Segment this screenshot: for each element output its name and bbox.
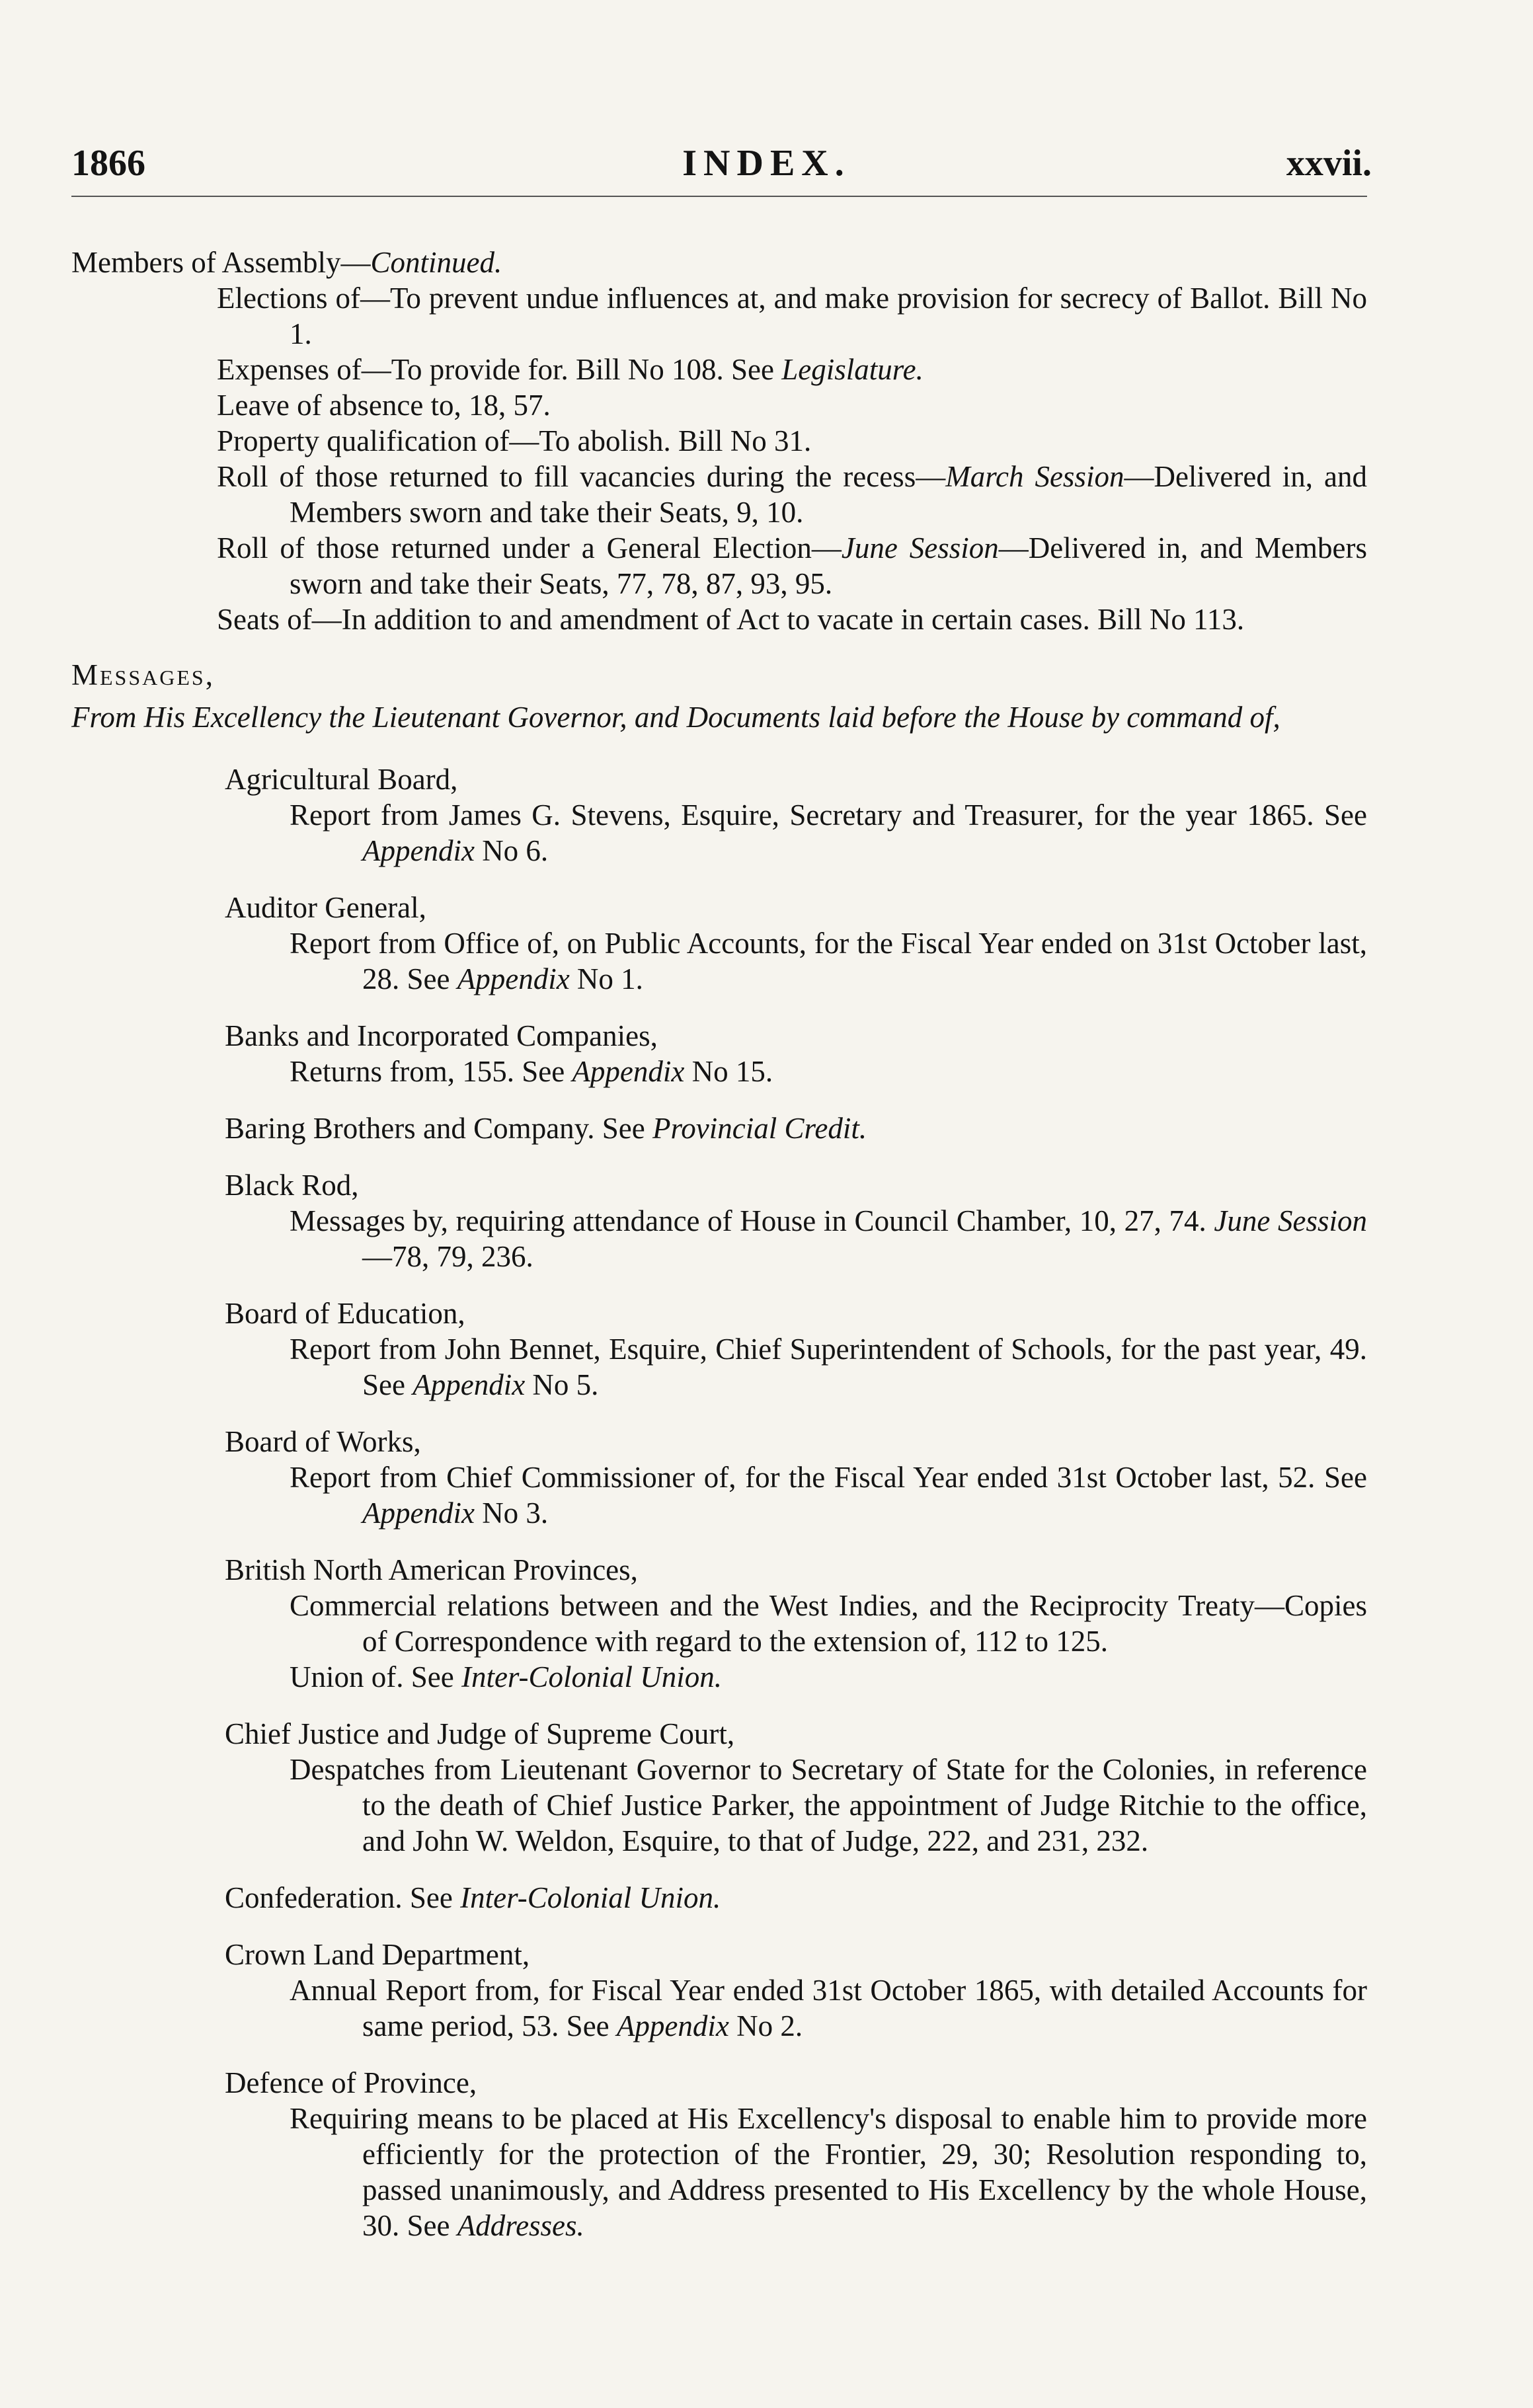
- index-entry: Despatches from Lieutenant Governor to Secretary of State for the Colonies, in reference to the death of Chief Justice Parker, the appointment of Judge Ritchie to the office, and John W. Weldon, Esquire, to that of Judge, 222, and 231, 232.: [290, 1753, 1367, 1857]
- index-subject: Defence of Province,: [225, 2066, 477, 2099]
- index-entry: Report from Chief Commissioner of, for the Fiscal Year ended 31st October last, 52. See Appendix No 3.: [290, 1461, 1367, 1530]
- index-entry: Seats of—In addition to and amendment of Act to vacate in certain cases. Bill No 113.: [217, 603, 1245, 636]
- header-year: 1866: [71, 143, 145, 184]
- index-entry: Report from James G. Stevens, Esquire, Secretary and Treasurer, for the year 1865. See Appendix No 6.: [290, 798, 1367, 867]
- header-title: INDEX.: [682, 143, 851, 184]
- index-entry: Union of. See Inter-Colonial Union.: [290, 1660, 723, 1693]
- index-body: [71, 245, 1367, 2243]
- index-subject: Agricultural Board,: [225, 763, 458, 796]
- header-page-number: xxvii.: [1286, 143, 1372, 184]
- index-entry: Roll of those returned under a General Election—June Session—Delivered in, and Members sworn and take their Seats, 77, 78, 87, 93, 95.: [217, 531, 1368, 600]
- header-rule: [71, 196, 1367, 197]
- index-entry: Report from Office of, on Public Accounts, for the Fiscal Year ended on 31st October last, 28. See Appendix No 1.: [290, 927, 1367, 995]
- index-subject: Baring Brothers and Company. See Provincial Credit.: [225, 1112, 867, 1145]
- index-subject: Banks and Incorporated Companies,: [225, 1019, 658, 1052]
- index-entry: Annual Report from, for Fiscal Year ended 31st October 1865, with detailed Accounts for same period, 53. See Appendix No 2.: [290, 1974, 1367, 2042]
- index-entry: Returns from, 155. See Appendix No 15.: [290, 1055, 773, 1088]
- index-entry: Roll of those returned to fill vacancies during the recess—March Session—Delivered in, and Members sworn and take their Seats, 9, 10.: [217, 460, 1367, 529]
- index-entry: Elections of—To prevent undue influences at, and make provision for secrecy of Ballot. Bill No 1.: [217, 282, 1367, 350]
- index-subject: Confederation. See Inter-Colonial Union.: [225, 1881, 721, 1914]
- index-subject: Crown Land Department,: [225, 1938, 530, 1971]
- index-subject: Board of Education,: [225, 1297, 465, 1330]
- index-entry: Commercial relations between and the West Indies, and the Reciprocity Treaty—Copies of Correspondence with regard to the extension of, 112 to 125.: [290, 1589, 1367, 1658]
- index-entry: Leave of absence to, 18, 57.: [217, 389, 551, 422]
- index-subject: Black Rod,: [225, 1169, 359, 1202]
- subsection-heading: From His Excellency the Lieutenant Governor, and Documents laid before the House by command of,: [71, 701, 1280, 734]
- index-subject: Board of Works,: [225, 1425, 421, 1458]
- index-subject: Auditor General,: [225, 891, 426, 924]
- index-entry: Members of Assembly—Continued.: [71, 246, 502, 279]
- index-entry: Report from John Bennet, Esquire, Chief Superintendent of Schools, for the past year, 49. See Appendix No 5.: [290, 1333, 1367, 1401]
- index-entry: Property qualification of—To abolish. Bill No 31.: [217, 424, 812, 457]
- index-subject: British North American Provinces,: [225, 1553, 638, 1586]
- index-entry: Requiring means to be placed at His Excellency's disposal to enable him to provide more efficiently for the protection of the Frontier, 29, 30; Resolution responding to, passed unanimously, and Address presented to His Excellency by the whole House, 30. See Addresses.: [290, 2102, 1367, 2242]
- section-heading-messages: Messages,: [71, 658, 215, 691]
- index-entry: Messages by, requiring attendance of House in Council Chamber, 10, 27, 74. June Session—78, 79, 236.: [290, 1204, 1367, 1273]
- index-subject: Chief Justice and Judge of Supreme Court,: [225, 1717, 735, 1750]
- index-entry: Expenses of—To provide for. Bill No 108. See Legislature.: [217, 353, 924, 386]
